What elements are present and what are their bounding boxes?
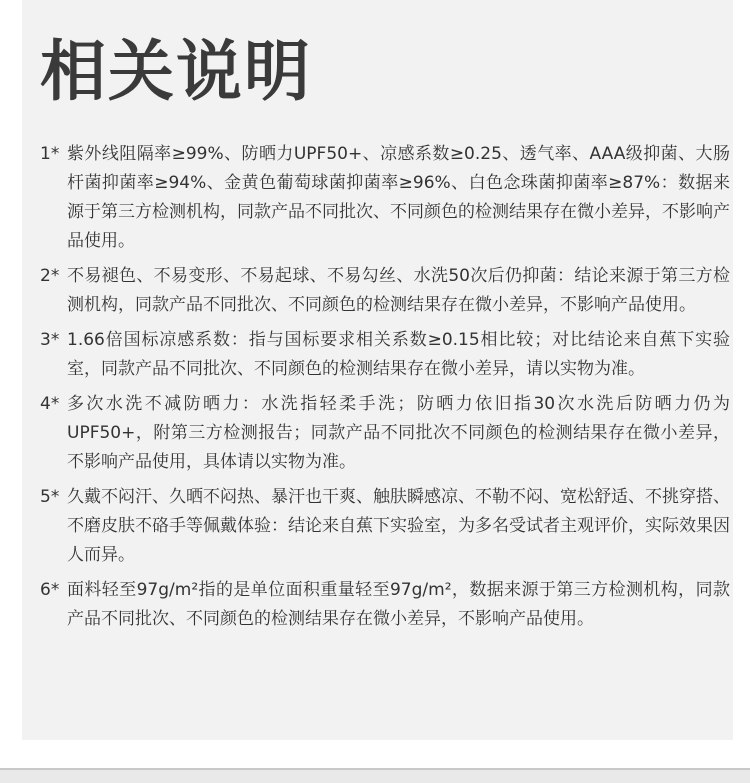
note-text: 1.66倍国标凉感系数：指与国标要求相关系数≥0.15相比较；对比结论来自蕉下实验室，同款产品不同批次、不同颜色的检测结果存在微小差异，请以实物为准。 [67,330,730,379]
note-marker: 3* [40,330,60,350]
note-item [40,483,730,570]
note-marker: 6* [40,580,60,600]
note-text: 紫外线阻隔率≥99%、防晒力UPF50+、凉感系数≥0.25、透气率、AAA级抑菌、大肠杆菌抑菌率≥94%、金黄色葡萄球菌抑菌率≥96%、白色念珠菌抑菌率≥87%：数据来源于第三方检测机构，同款产品不同批次、不同颜色的检测结果存在微小差异，不影响产品使用。 [67,144,730,251]
note-text: 面料轻至97g/m²指的是单位面积重量轻至97g/m²，数据来源于第三方检测机构，同款产品不同批次、不同颜色的检测结果存在微小差异，不影响产品使用。 [67,580,730,629]
page-title: 相关说明 [40,33,312,110]
note-marker: 2* [40,266,60,286]
note-text: 多次水洗不减防晒力：水洗指轻柔手洗；防晒力依旧指30次水洗后防晒力仍为UPF50+，附第三方检测报告；同款产品不同批次不同颜色的检测结果存在微小差异，不影响产品使用，具体请以实物为准。 [67,394,730,472]
note-marker: 1* [40,144,60,164]
note-item [40,576,730,634]
note-text: 不易褪色、不易变形、不易起球、不易勾丝、水洗50次后仍抑菌：结论来源于第三方检测机构，同款产品不同批次、不同颜色的检测结果存在微小差异，不影响产品使用。 [67,266,730,315]
note-text: 久戴不闷汗、久晒不闷热、暴汗也干爽、触肤瞬感凉、不勒不闷、宽松舒适、不挑穿搭、不磨皮肤不硌手等佩戴体验：结论来自蕉下实验室，为多名受试者主观评价，实际效果因人而异。 [67,487,730,565]
note-marker: 4* [40,394,60,414]
note-item [40,390,730,477]
note-item [40,326,730,384]
note-item [40,262,730,320]
note-marker: 5* [40,487,60,507]
note-item [40,140,730,256]
notes-list [40,140,730,640]
